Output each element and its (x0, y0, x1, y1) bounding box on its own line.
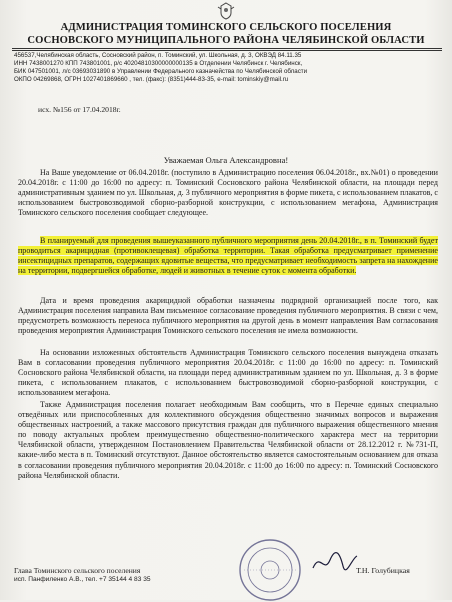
signer-position: Глава Томинского сельского поселения (14, 566, 141, 575)
header-title-line-1: АДМИНИСТРАЦИЯ ТОМИНСКОГО СЕЛЬСКОГО ПОСЕЛЕНИЯ (60, 22, 392, 33)
paragraph-notification: На Ваше уведомление от 06.04.2018г. (поступило в Администрацию поселения 06.04.2018г., вх.№01) о проведении 20.04.2018г. с 11:00 до 16:00 по адресу: п. Томинский Сосновского района Челябинской области, на площади перед административным зданием по ул. Школьная, д. 3 публичного мероприятия в форме пикета, с использованием плакатов, с использованием быстровозводимой сборно-разборной конструкции, с использованием мегафона, Администрация Томинского сельского поселения сообщает следующее. (18, 168, 438, 218)
executor-contact: исп. Панфиленко А.В., тел. +7 35144 4 83 35 (14, 576, 151, 584)
coat-of-arms-icon (216, 2, 236, 20)
paragraph-scheduling: Дата и время проведения акарицидной обработки назначены подрядной организацией после того, как Администрация поселения направила Вам письменное согласование проведения публичного мероприятия. В связи с чем, предусмотреть возможность переноса публичного мероприятия на другой день в момент направления Вам согласования проведения мероприятия Администрация Томинского сельского поселения не имела возможности. (18, 296, 438, 336)
requisites-line: ОКПО 04269868, ОГРН 1027401869660 , тел. (факс): (8351)444-83-35, e-mail: tominskiy@mail.ru (14, 76, 289, 83)
header-divider (12, 50, 442, 51)
signer-name: Т.Н. Голубицкая (356, 566, 410, 575)
signature-block (14, 566, 151, 585)
official-seal-stamp (238, 538, 302, 602)
outgoing-reference: исх. №156 от 17.04.2018г. (38, 105, 121, 114)
header-title-line-2: СОСНОВСКОГО МУНИЦИПАЛЬНОГО РАЙОНА ЧЕЛЯБИНСКОЙ ОБЛАСТИ (27, 35, 425, 46)
paragraph-refusal: На основании изложенных обстоятельств Администрация Томинского сельского поселения вынуждена отказать Вам в согласовании проведения публичного мероприятия 20.04.2018г. с 11:00 до 16:00 по адресу: п. Томинский Сосновского района Челябинской области, на площади перед административным зданием по ул. Школьная, д. 3 в форме пикета, с использованием плакатов, с использованием быстровозводимой сборно-разборной конструкции, с использованием мегафона. (18, 348, 438, 398)
highlighted-text: В планируемый для проведения вышеуказанного публичного мероприятия день 20.04.2018г., в п. Томинский будет проводиться акарицидная (противоклещевая) обработка территории. Такая обработка предусматривает применение инсектицидных препаратов, содержащих ядовитые вещества, что предусматривает необходимость запрета на нахождение на территории, подвергшейся обработке, людей и животных в течение суток с момента обработки. (18, 236, 438, 276)
paragraph-treatment (18, 236, 438, 276)
requisites-line: 456537,Челябинская область, Сосновский район, п. Томинский, ул. Школьная, д. 3, ОКВЭД 84.11.35 (14, 52, 302, 59)
requisites-line: ИНН 7438001270 КПП 743801001, р/с 40204810300000000135 в Отделении Челябинск г. Челябинск, (14, 60, 303, 67)
paragraph-designated-places: Также Администрация поселения полагает необходимым Вам сообщить, что в Перечне единых специально отведённых или приспособленных для коллективного обсуждения общественно значимых вопросов и выражения общественных настроений, а также массового присутствия граждан для публичного выражения общественного мнения по поводу актуальных проблем преимущественно общественно-политического характера мест на территории Челябинской области, утвержденном Постановлением Правительства Челябинской области от 28.12.2012 г. №731-П, какие-либо места в п. Томинский отсутствуют. Данное обстоятельство является самостоятельным основанием для отказа в согласовании проведения публичного мероприятия 20.04.2018г. с 11:00 до 16:00 по адресу: п. Томинский Сосновского района Челябинской области. (18, 400, 438, 480)
handwritten-signature (310, 548, 360, 576)
salutation: Уважаемая Ольга Александровна! (163, 155, 289, 165)
header-divider (12, 48, 442, 49)
requisites-line: БИК 047501001, л/с 03693031890 в Управлении Федерального казначейства по Челябинской области (14, 68, 308, 75)
